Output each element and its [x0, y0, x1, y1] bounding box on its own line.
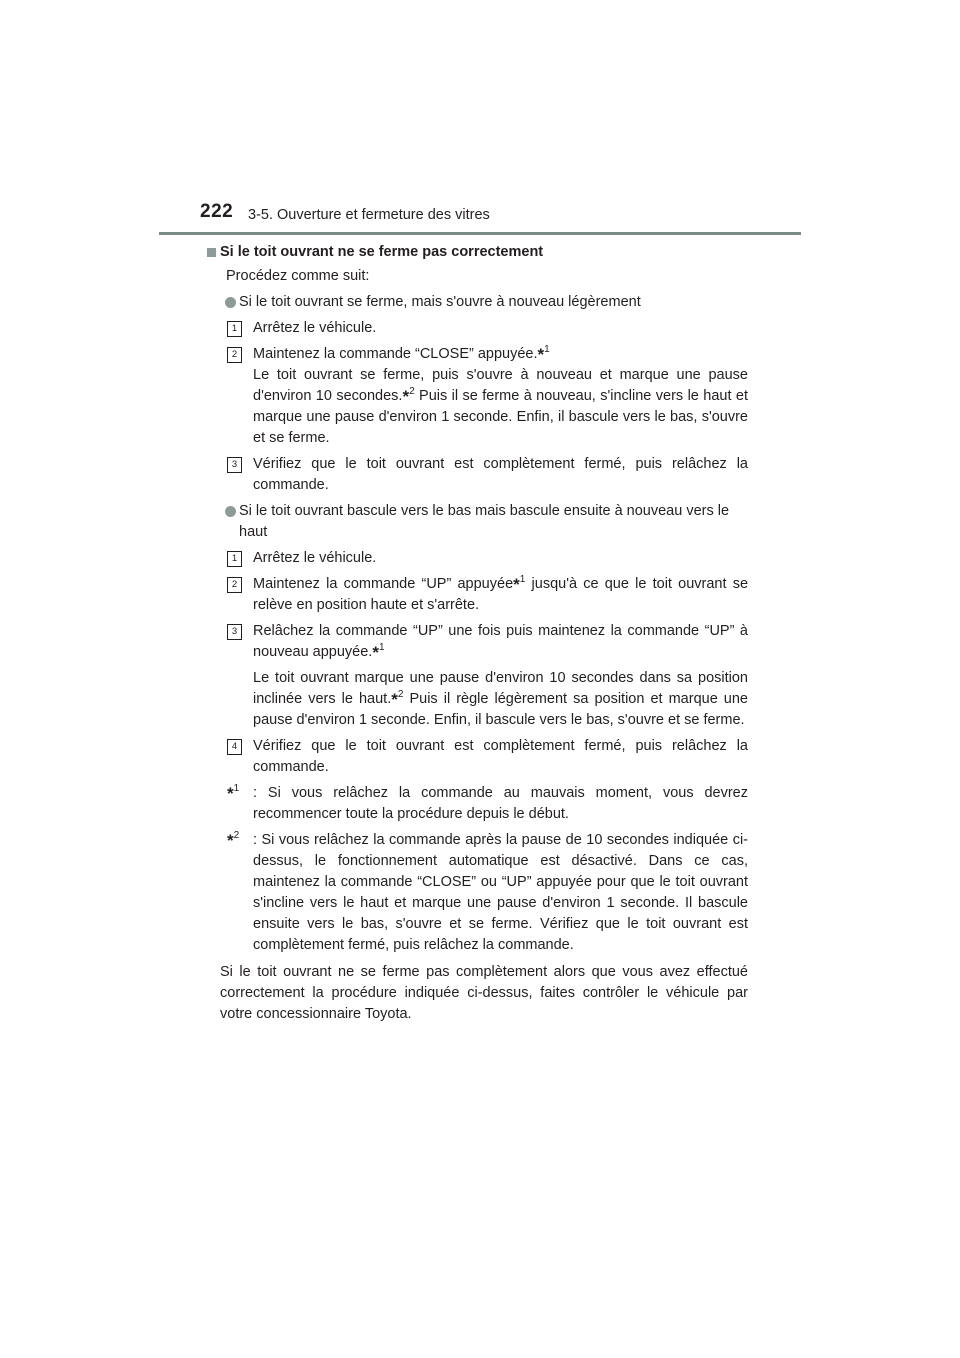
step-number: 3 [227, 457, 242, 473]
chapter-title: 3-5. Ouverture et fermeture des vitres [248, 207, 490, 223]
step-list [227, 548, 748, 778]
footnote-ref: 2 [397, 689, 404, 700]
bullet-item [239, 292, 748, 313]
step-text: Vérifiez que le toit ouvrant est complètement fermé, puis relâchez la commande. [253, 456, 748, 493]
step-number: 1 [227, 321, 242, 337]
step-item [227, 454, 748, 496]
footnote-item [227, 830, 748, 956]
step-text: Vérifiez que le toit ouvrant est complètement fermé, puis relâchez la commande. [253, 738, 748, 775]
bullet-title: Si le toit ouvrant bascule vers le bas mais bascule ensuite à nouveau vers le haut [239, 503, 730, 540]
footnote-item [227, 783, 748, 825]
step-text: Puis il se ferme à nouveau, s'incline vers le haut et marque une pause d'environ 1 seconde. Enfin, il bascule vers le bas, s'ouvre et se ferme. [253, 388, 748, 446]
step-text: Maintenez la commande “UP” appuyée [253, 576, 514, 592]
footnote-ref: 1 [233, 783, 240, 794]
step-text: Relâchez la commande “UP” une fois puis maintenez la commande “UP” à nouveau appuyée. [253, 623, 748, 660]
step-number: 4 [227, 739, 242, 755]
footnote-star: * [391, 690, 398, 709]
footnote-ref: 2 [409, 386, 415, 397]
page-content [220, 242, 748, 1025]
footnote-ref: 1 [519, 574, 526, 585]
section-title: Si le toit ouvrant ne se ferme pas correctement [220, 244, 544, 260]
footnote-star: * [402, 387, 410, 406]
step-text: Le toit ouvrant se ferme, puis s'ouvre à nouveau et marque une pause d'environ 10 secondes. [253, 367, 748, 404]
page-header [0, 0, 960, 240]
step-text: Le toit ouvrant marque une pause d'environ 10 secondes dans sa position inclinée vers le haut. [253, 670, 748, 707]
step-item [227, 344, 748, 449]
footnote-mark [227, 830, 239, 851]
step-number: 1 [227, 551, 242, 567]
section-intro: Procédez comme suit: [226, 268, 370, 284]
footnote-ref: 2 [233, 830, 240, 841]
step-item [227, 318, 748, 339]
footnote-star: * [227, 784, 234, 803]
footnote-star: * [513, 575, 520, 594]
step-list [227, 318, 748, 496]
square-bullet-icon [207, 248, 216, 257]
footnote-ref: 1 [378, 642, 385, 653]
step-number: 3 [227, 624, 242, 640]
step-text: Puis il règle légèrement sa position et marque une pause d'environ 1 seconde. Enfin, il bascule vers le bas, s'ouvre et se ferme. [253, 691, 748, 728]
step-item [227, 574, 748, 616]
round-bullet-icon [225, 506, 236, 517]
footnote-text: : Si vous relâchez la commande après la pause de 10 secondes indiquée ci-dessus, le fonctionnement automatique est désactivé. Dans ce cas, maintenez la commande “CLOSE” ou “UP” appuyée pour que le toit ouvrant s'incline vers le haut et marque une pause d'environ 1 seconde. Il bascule ensuite vers le bas, s'ouvre et se ferme. Vérifiez que le toit ouvrant est complètement fermé, puis relâchez la commande. [253, 832, 748, 953]
step-text: Arrêtez le véhicule. [253, 550, 377, 566]
bullet-item [239, 501, 748, 543]
closing-paragraph: Si le toit ouvrant ne se ferme pas complètement alors que vous avez effectué correctement la procédure indiquée ci-dessus, faites contrôler le véhicule par votre concessionnaire Toyota. [220, 964, 748, 1022]
step-number: 2 [227, 577, 242, 593]
step-paragraph [253, 668, 748, 731]
footnote-star: * [372, 643, 379, 662]
footnote-ref: 1 [544, 344, 550, 355]
step-number: 2 [227, 347, 242, 363]
step-item [227, 736, 748, 778]
round-bullet-icon [225, 297, 236, 308]
section-heading [220, 242, 748, 263]
footnote-list [227, 783, 748, 956]
footnote-star: * [227, 831, 234, 850]
footnote-text: : Si vous relâchez la commande au mauvais moment, vous devrez recommencer toute la procédure depuis le début. [253, 785, 748, 822]
bullet-title: Si le toit ouvrant se ferme, mais s'ouvre à nouveau légèrement [239, 294, 641, 310]
step-text: Maintenez la commande “CLOSE” appuyée. [253, 346, 538, 362]
footnote-mark [227, 783, 239, 804]
footnote-star: * [537, 345, 545, 364]
step-text: Arrêtez le véhicule. [253, 320, 377, 336]
header-rule [159, 232, 801, 235]
step-item [227, 548, 748, 569]
page-number: 222 [200, 201, 234, 222]
step-item [227, 621, 748, 731]
step-text: jusqu'à ce que le toit ouvrant se relève en position haute et s'arrête. [253, 576, 749, 613]
